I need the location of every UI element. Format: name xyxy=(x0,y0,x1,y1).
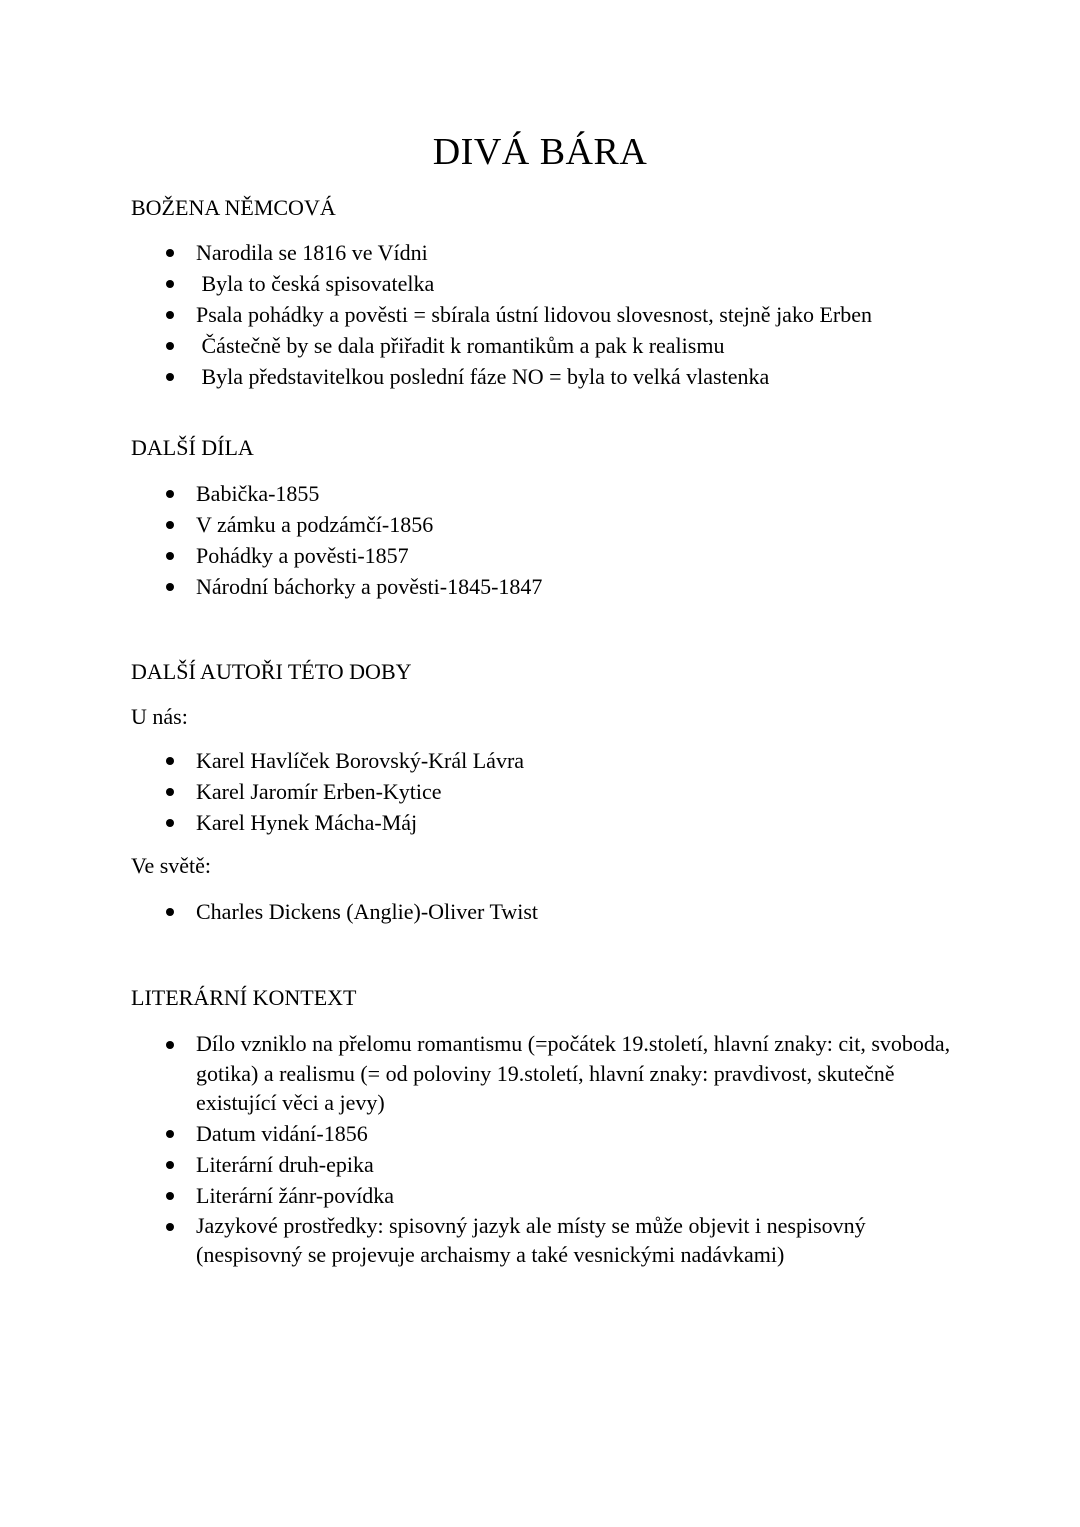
bullet-icon xyxy=(166,373,174,381)
list-item: Byla to česká spisovatelka xyxy=(0,268,1080,299)
bullet-icon xyxy=(166,583,174,591)
list-item: Karel Havlíček Borovský-Král Lávra xyxy=(0,745,1080,776)
bullet-icon xyxy=(166,249,174,257)
bullet-icon xyxy=(166,1041,174,1049)
list-item: Datum vidání-1856 xyxy=(0,1118,1080,1149)
list-item: Pohádky a pověsti-1857 xyxy=(0,540,1080,571)
list-item: Charles Dickens (Anglie)-Oliver Twist xyxy=(0,896,1080,927)
world-authors-list xyxy=(0,896,1080,927)
bullet-icon xyxy=(166,788,174,796)
list-item: Částečně by se dala přiřadit k romantikům a pak k realismu xyxy=(0,330,1080,361)
context-list xyxy=(0,1029,1080,1270)
works-list xyxy=(0,478,1080,602)
context-heading: LITERÁRNÍ KONTEXT xyxy=(131,985,357,1010)
list-item: Dílo vzniklo na přelomu romantismu (=počátek 19.století, hlavní znaky: cit, svoboda, gotika) a realismu (= od poloviny 19.století, hlavní znaky: pravdivost, skutečně existující věci a jevy) xyxy=(0,1029,1080,1118)
author-facts-list xyxy=(0,237,1080,392)
list-item: Jazykové prostředky: spisovný jazyk ale místy se může objevit i nespisovný (nespisovný se projevuje archaismy a také vesnickými nadávkami) xyxy=(0,1211,1080,1270)
list-item: Byla představitelkou poslední fáze NO = byla to velká vlastenka xyxy=(0,361,1080,392)
world-label: Ve světě: xyxy=(131,853,212,878)
bullet-icon xyxy=(166,311,174,319)
bullet-icon xyxy=(166,490,174,498)
bullet-icon xyxy=(166,552,174,560)
list-item: Babička-1855 xyxy=(0,478,1080,509)
works-heading: DALŠÍ DÍLA xyxy=(131,435,254,460)
author-heading: BOŽENA NĚMCOVÁ xyxy=(131,195,336,220)
bullet-icon xyxy=(166,908,174,916)
domestic-authors-list xyxy=(0,745,1080,838)
list-item: Narodila se 1816 ve Vídni xyxy=(0,237,1080,268)
list-item: V zámku a podzámčí-1856 xyxy=(0,509,1080,540)
bullet-icon xyxy=(166,280,174,288)
domestic-label: U nás: xyxy=(131,704,188,729)
bullet-icon xyxy=(166,1130,174,1138)
bullet-icon xyxy=(166,1223,174,1231)
bullet-icon xyxy=(166,819,174,827)
bullet-icon xyxy=(166,1161,174,1169)
bullet-icon xyxy=(166,757,174,765)
page-title: DIVÁ BÁRA xyxy=(432,131,648,173)
list-item: Karel Jaromír Erben-Kytice xyxy=(0,776,1080,807)
bullet-icon xyxy=(166,342,174,350)
list-item: Národní báchorky a pověsti-1845-1847 xyxy=(0,571,1080,602)
list-item: Karel Hynek Mácha-Máj xyxy=(0,807,1080,838)
list-item: Literární žánr-povídka xyxy=(0,1180,1080,1211)
list-item: Literární druh-epika xyxy=(0,1149,1080,1180)
list-item: Psala pohádky a pověsti = sbírala ústní lidovou slovesnost, stejně jako Erben xyxy=(0,299,1080,330)
authors-heading: DALŠÍ AUTOŘI TÉTO DOBY xyxy=(131,659,412,684)
bullet-icon xyxy=(166,1192,174,1200)
bullet-icon xyxy=(166,521,174,529)
